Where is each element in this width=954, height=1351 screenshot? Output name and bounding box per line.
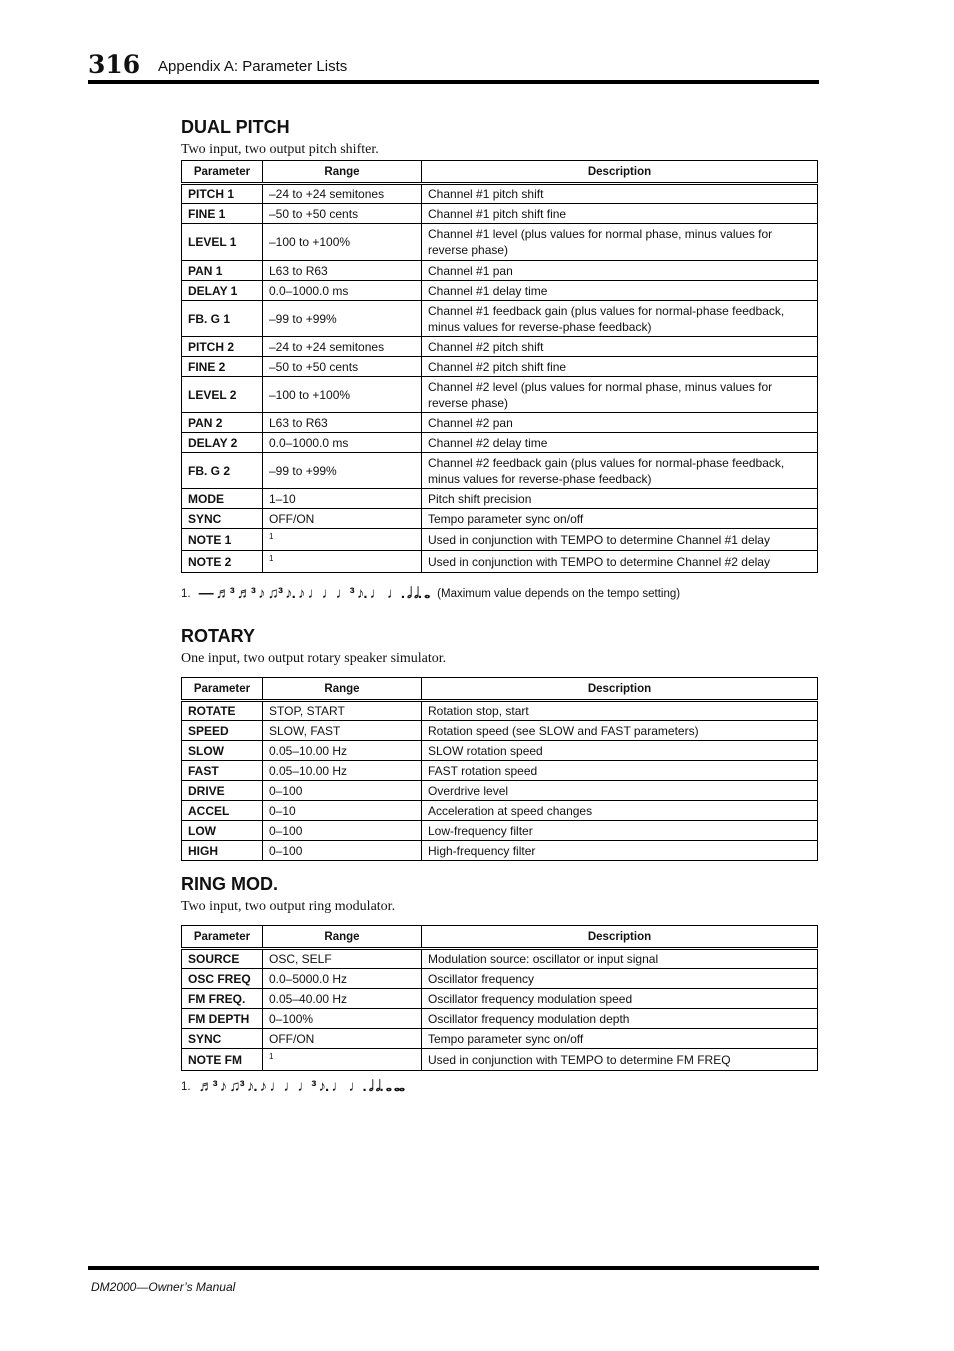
description-cell: Channel #2 delay time [422,433,818,453]
col-header-parameter: Parameter [182,161,263,184]
range-cell: –100 to +100% [263,377,422,413]
range-cell: 0–100 [263,781,422,801]
table-row [182,761,818,781]
param-name-cell: MODE [182,489,263,509]
range-cell [263,551,422,573]
param-name-cell: HIGH [182,841,263,861]
description-cell: Tempo parameter sync on/off [422,509,818,529]
footnote-number: 1. [181,1080,191,1093]
table-row [182,821,818,841]
description-cell: Oscillator frequency [422,969,818,989]
ring-mod-description: Two input, two output ring modulator. [181,899,396,914]
col-header-range: Range [263,926,422,949]
param-name-cell: FB. G 1 [182,301,263,337]
col-header-description: Description [422,926,818,949]
param-name-cell: FINE 1 [182,204,263,224]
param-name-cell: SYNC [182,1029,263,1049]
col-header-range: Range [263,161,422,184]
range-cell: 1–10 [263,489,422,509]
param-name-cell: SOURCE [182,949,263,969]
table-row [182,453,818,489]
header-section-title: Appendix A: Parameter Lists [158,58,348,75]
range-cell: L63 to R63 [263,261,422,281]
col-header-range: Range [263,678,422,701]
description-cell: Channel #1 delay time [422,281,818,301]
param-name-cell: DELAY 1 [182,281,263,301]
range-cell: 0.05–10.00 Hz [263,761,422,781]
param-name-cell: FINE 2 [182,357,263,377]
range-cell: –99 to +99% [263,453,422,489]
table-row [182,1049,818,1071]
table-row [182,357,818,377]
range-cell: 0.0–1000.0 ms [263,281,422,301]
rotary-description: One input, two output rotary speaker simulator. [181,651,447,666]
param-name-cell: NOTE 2 [182,551,263,573]
range-cell: OSC, SELF [263,949,422,969]
description-cell: Channel #1 pitch shift fine [422,204,818,224]
ring-mod-section [181,873,818,1071]
param-name-cell: OSC FREQ [182,969,263,989]
param-name-cell: FB. G 2 [182,453,263,489]
table-row [182,204,818,224]
range-cell: OFF/ON [263,1029,422,1049]
param-name-cell: FM FREQ. [182,989,263,1009]
description-cell: High-frequency filter [422,841,818,861]
table-row [182,224,818,261]
param-name-cell: FM DEPTH [182,1009,263,1029]
param-name-cell: LEVEL 1 [182,224,263,261]
range-cell [263,1049,422,1071]
table-row [182,529,818,551]
range-cell: SLOW, FAST [263,721,422,741]
range-cell: 0.0–1000.0 ms [263,433,422,453]
ring-mod-title: RING MOD. [181,874,278,894]
description-cell: Pitch shift precision [422,489,818,509]
description-cell: Oscillator frequency modulation depth [422,1009,818,1029]
footnote-marker: 1 [269,553,274,563]
description-cell: Channel #2 pan [422,413,818,433]
table-row [182,509,818,529]
table-row [182,1029,818,1049]
description-cell: Acceleration at speed changes [422,801,818,821]
description-cell: Channel #1 pan [422,261,818,281]
description-cell: Channel #1 pitch shift [422,184,818,204]
param-name-cell: ROTATE [182,701,263,721]
param-name-cell: PITCH 2 [182,337,263,357]
dual-pitch-section [181,116,818,573]
table-row [182,184,818,204]
param-name-cell: SYNC [182,509,263,529]
table-row [182,1009,818,1029]
param-name-cell: ACCEL [182,801,263,821]
range-cell: –100 to +100% [263,224,422,261]
table-row [182,261,818,281]
col-header-description: Description [422,678,818,701]
range-cell: –24 to +24 semitones [263,337,422,357]
table-row [182,337,818,357]
range-cell: L63 to R63 [263,413,422,433]
rotary-section [181,625,818,861]
ring-mod-table [181,925,818,1071]
note-values-icon: ♬³ ♪ ♫³ ♪. ♪ ♩♩♩³ ♪. ♩ ♩. 𝅗𝅥 𝅗𝅥. 𝅝 𝅝𝅝 [198,1078,404,1095]
description-cell: SLOW rotation speed [422,741,818,761]
description-cell: Channel #2 level (plus values for normal phase, minus values for reverse phase) [422,377,818,413]
range-cell: 0–100 [263,821,422,841]
col-header-parameter: Parameter [182,678,263,701]
range-cell: 0–100% [263,1009,422,1029]
table-row [182,281,818,301]
table-row [182,413,818,433]
param-name-cell: LEVEL 2 [182,377,263,413]
table-row [182,721,818,741]
footer-rule [88,1266,819,1270]
param-name-cell: LOW [182,821,263,841]
range-cell: 0.0–5000.0 Hz [263,969,422,989]
range-cell [263,529,422,551]
table-row [182,781,818,801]
description-cell: Oscillator frequency modulation speed [422,989,818,1009]
dual-pitch-description: Two input, two output pitch shifter. [181,142,379,157]
param-name-cell: SPEED [182,721,263,741]
param-name-cell: PAN 2 [182,413,263,433]
description-cell: Channel #2 pitch shift fine [422,357,818,377]
description-cell: FAST rotation speed [422,761,818,781]
range-cell: STOP, START [263,701,422,721]
range-cell: –50 to +50 cents [263,357,422,377]
rotary-title: ROTARY [181,626,255,646]
description-cell: Tempo parameter sync on/off [422,1029,818,1049]
dual-pitch-title: DUAL PITCH [181,117,290,137]
ring-mod-footnote [181,1078,404,1095]
table-row [182,741,818,761]
description-cell: Overdrive level [422,781,818,801]
table-row [182,989,818,1009]
param-name-cell: FAST [182,761,263,781]
description-cell: Used in conjunction with TEMPO to determine Channel #2 delay [422,551,818,573]
table-row [182,949,818,969]
range-cell: –99 to +99% [263,301,422,337]
table-row [182,301,818,337]
description-cell: Used in conjunction with TEMPO to determine FM FREQ [422,1049,818,1071]
range-cell: –24 to +24 semitones [263,184,422,204]
param-name-cell: DELAY 2 [182,433,263,453]
range-cell: 0–100 [263,841,422,861]
col-header-parameter: Parameter [182,926,263,949]
note-values-icon: — ♬³ ♬³ ♪ ♫³ ♪. ♪ ♩♩♩³ ♪. ♩ ♩. 𝅗𝅥 𝅗𝅥. 𝅝 [198,585,430,602]
rotary-table [181,677,818,861]
col-header-description: Description [422,161,818,184]
param-name-cell: NOTE FM [182,1049,263,1071]
param-name-cell: NOTE 1 [182,529,263,551]
table-row [182,433,818,453]
page-header [88,46,819,84]
description-cell: Channel #1 level (plus values for normal phase, minus values for reverse phase) [422,224,818,261]
range-cell: OFF/ON [263,509,422,529]
param-name-cell: SLOW [182,741,263,761]
description-cell: Rotation stop, start [422,701,818,721]
param-name-cell: PAN 1 [182,261,263,281]
description-cell: Channel #2 pitch shift [422,337,818,357]
description-cell: Modulation source: oscillator or input signal [422,949,818,969]
footer-text: DM2000—Owner’s Manual [91,1280,236,1294]
table-row [182,377,818,413]
footnote-text: (Maximum value depends on the tempo setting) [437,587,681,600]
page-number: 316 [88,50,141,79]
footnote-number: 1. [181,587,191,600]
dual-pitch-table [181,160,818,573]
table-row [182,841,818,861]
dual-pitch-footnote [181,585,680,602]
footnote-marker: 1 [269,1051,274,1061]
param-name-cell: PITCH 1 [182,184,263,204]
table-row [182,969,818,989]
description-cell: Channel #1 feedback gain (plus values for normal-phase feedback, minus values for reverse-phase feedback) [422,301,818,337]
param-name-cell: DRIVE [182,781,263,801]
range-cell: 0.05–10.00 Hz [263,741,422,761]
header-rule [88,80,819,84]
table-row [182,801,818,821]
description-cell: Rotation speed (see SLOW and FAST parameters) [422,721,818,741]
description-cell: Channel #2 feedback gain (plus values for normal-phase feedback, minus values for reverse-phase feedback) [422,453,818,489]
range-cell: 0.05–40.00 Hz [263,989,422,1009]
table-row [182,701,818,721]
description-cell: Used in conjunction with TEMPO to determine Channel #1 delay [422,529,818,551]
table-row [182,551,818,573]
range-cell: 0–10 [263,801,422,821]
table-row [182,489,818,509]
range-cell: –50 to +50 cents [263,204,422,224]
footnote-marker: 1 [269,531,274,541]
description-cell: Low-frequency filter [422,821,818,841]
